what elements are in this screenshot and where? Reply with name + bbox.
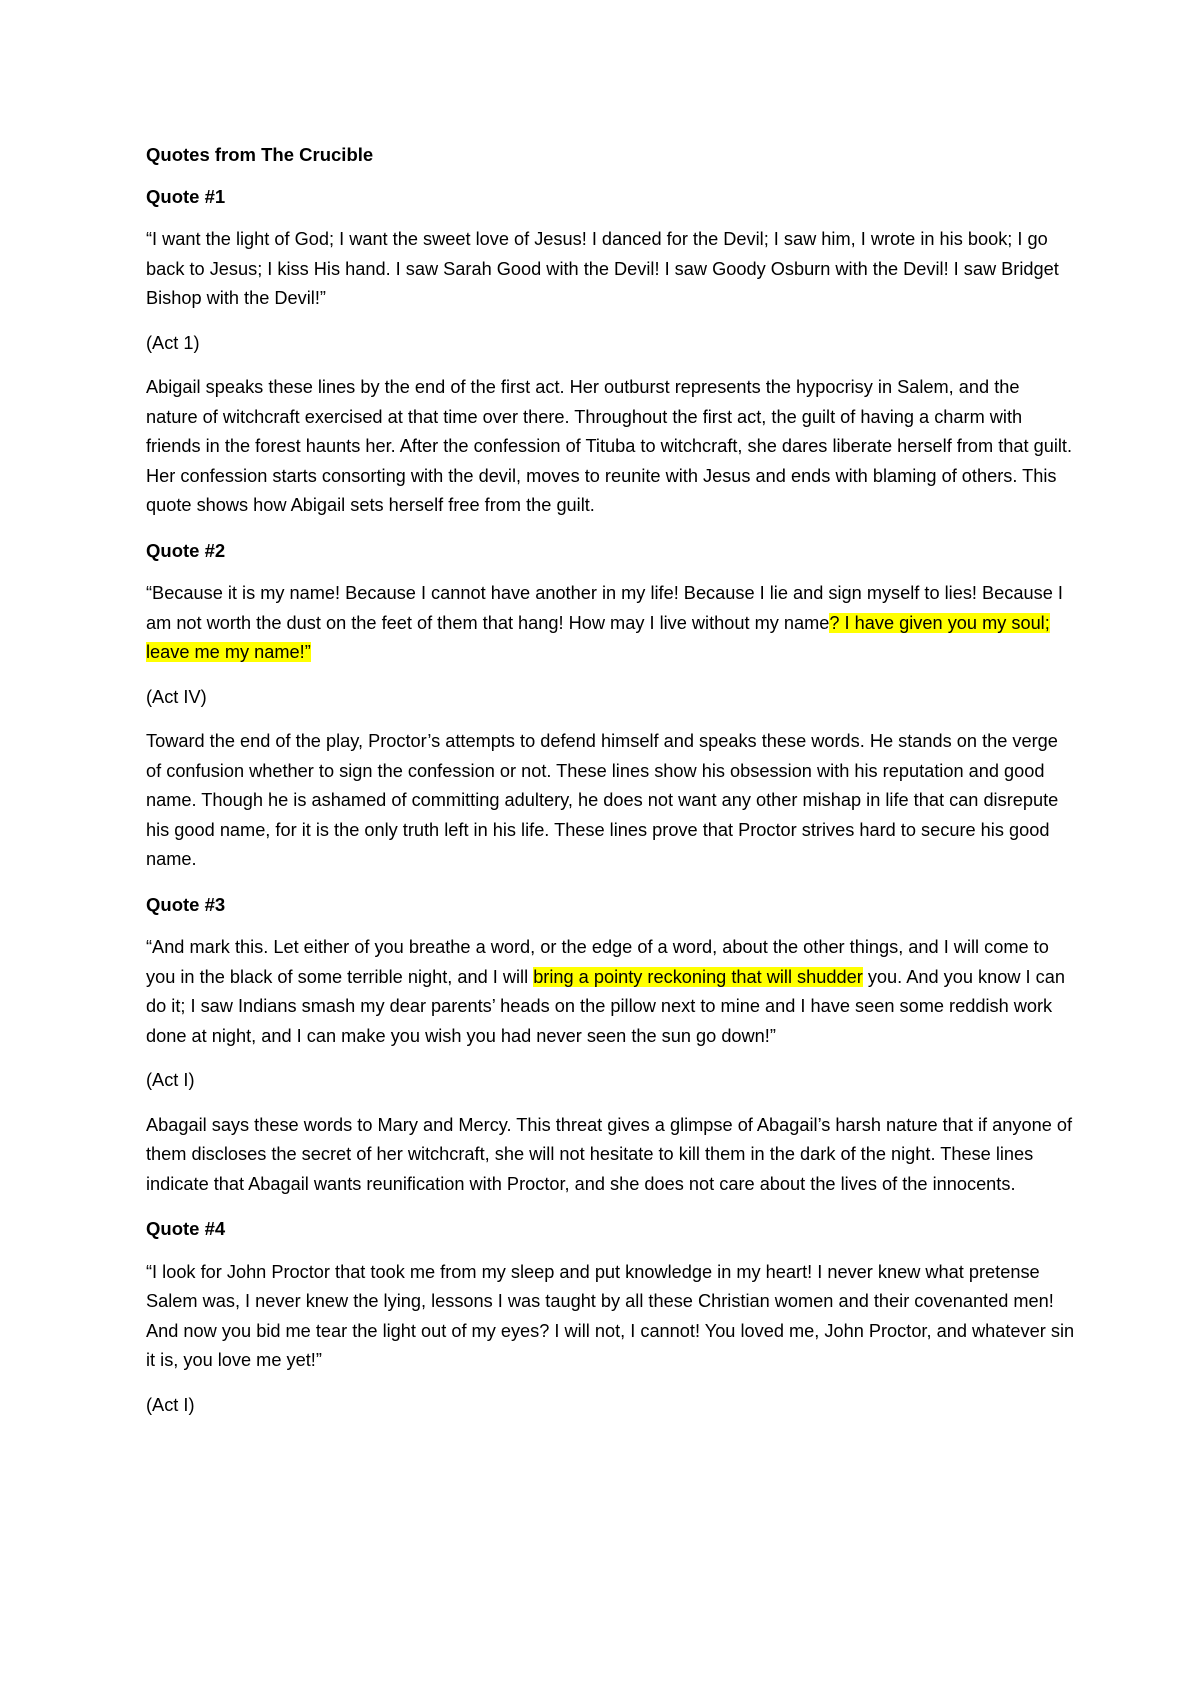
quote-section-3 [146, 890, 1076, 1200]
act-reference: (Act 1) [146, 332, 200, 353]
document-page [146, 140, 1076, 1435]
quote-text [146, 579, 1076, 668]
quote-section-4 [146, 1214, 1076, 1420]
highlighted-quote-run: ? I have given you my soul; leave me my name!” [146, 612, 1050, 662]
analysis-paragraph: Toward the end of the play, Proctor’s attempts to defend himself and speaks these words. He stands on the verge of confusion whether to sign the confession or not. These lines show his obsession with his reputation and good name. Though he is ashamed of committing adultery, he does not want any other mishap in life that can disrepute his good name, for it is the only truth left in his life. These lines prove that Proctor strives hard to secure his good name. [146, 731, 1059, 869]
quote-section-1 [146, 182, 1076, 521]
quote-heading: Quote #2 [146, 539, 226, 561]
quote-heading: Quote #1 [146, 185, 226, 207]
document-title: Quotes from The Crucible [146, 144, 374, 165]
act-reference: (Act I) [146, 1394, 195, 1415]
quote-heading: Quote #4 [146, 1218, 226, 1239]
quote-run: “Because it is my name! Because I cannot have another in my life! Because I lie and sign myself to lies! Because I am not worth the dust on the feet of them that hang! How may I live without my name [146, 583, 1063, 633]
quote-text [146, 1258, 1076, 1376]
analysis-paragraph: Abagail says these words to Mary and Mercy. This threat gives a glimpse of Abagail’s harsh nature that if anyone of them discloses the secret of her witchcraft, she will not hesitate to kill them in the dark of the night. These lines indicate that Abagail wants reunification with Proctor, and she does not care about the lives of the innocents. [146, 1114, 1073, 1194]
quote-run: “I want the light of God; I want the sweet love of Jesus! I danced for the Devil; I saw him, I wrote in his book; I go back to Jesus; I kiss His hand. I saw Sarah Good with the Devil! I saw Goody Osburn with the Devil! I saw Bridget Bishop with the Devil!” [146, 229, 1059, 308]
act-reference: (Act IV) [146, 686, 207, 707]
quote-heading: Quote #3 [146, 893, 226, 915]
highlighted-quote-run: bring a pointy reckoning that will shudder [533, 966, 863, 987]
quote-text [146, 933, 1076, 1051]
quote-text [146, 225, 1076, 314]
quote-run: “And mark this. Let either of you breathe a word, or the edge of a word, about the other things, and I will come to you in the black of some terrible night, and I will [146, 937, 1049, 987]
quote-section-2 [146, 536, 1076, 875]
analysis-paragraph: Abigail speaks these lines by the end of the first act. Her outburst represents the hypocrisy in Salem, and the nature of witchcraft exercised at that time over there. Throughout the first act, the guilt of having a charm with friends in the forest haunts her. After the confession of Tituba to witchcraft, she dares liberate herself from that guilt. Her confession starts consorting with the devil, moves to reunite with Jesus and ends with blaming of others. This quote shows how Abigail sets herself free from the guilt. [146, 377, 1073, 515]
act-reference: (Act I) [146, 1070, 195, 1090]
quote-run: you. And you know I can do it; I saw Indians smash my dear parents’ heads on the pillow next to mine and I have seen some reddish work done at night, and I can make you wish you had never seen the sun go down!” [146, 966, 1065, 1046]
quote-run: “I look for John Proctor that took me from my sleep and put knowledge in my heart! I never knew what pretense Salem was, I never knew the lying, lessons I was taught by all these Christian women and their covenanted men! And now you bid me tear the light out of my eyes? I will not, I cannot! You loved me, John Proctor, and whatever sin it is, you love me yet!” [146, 1261, 1075, 1370]
